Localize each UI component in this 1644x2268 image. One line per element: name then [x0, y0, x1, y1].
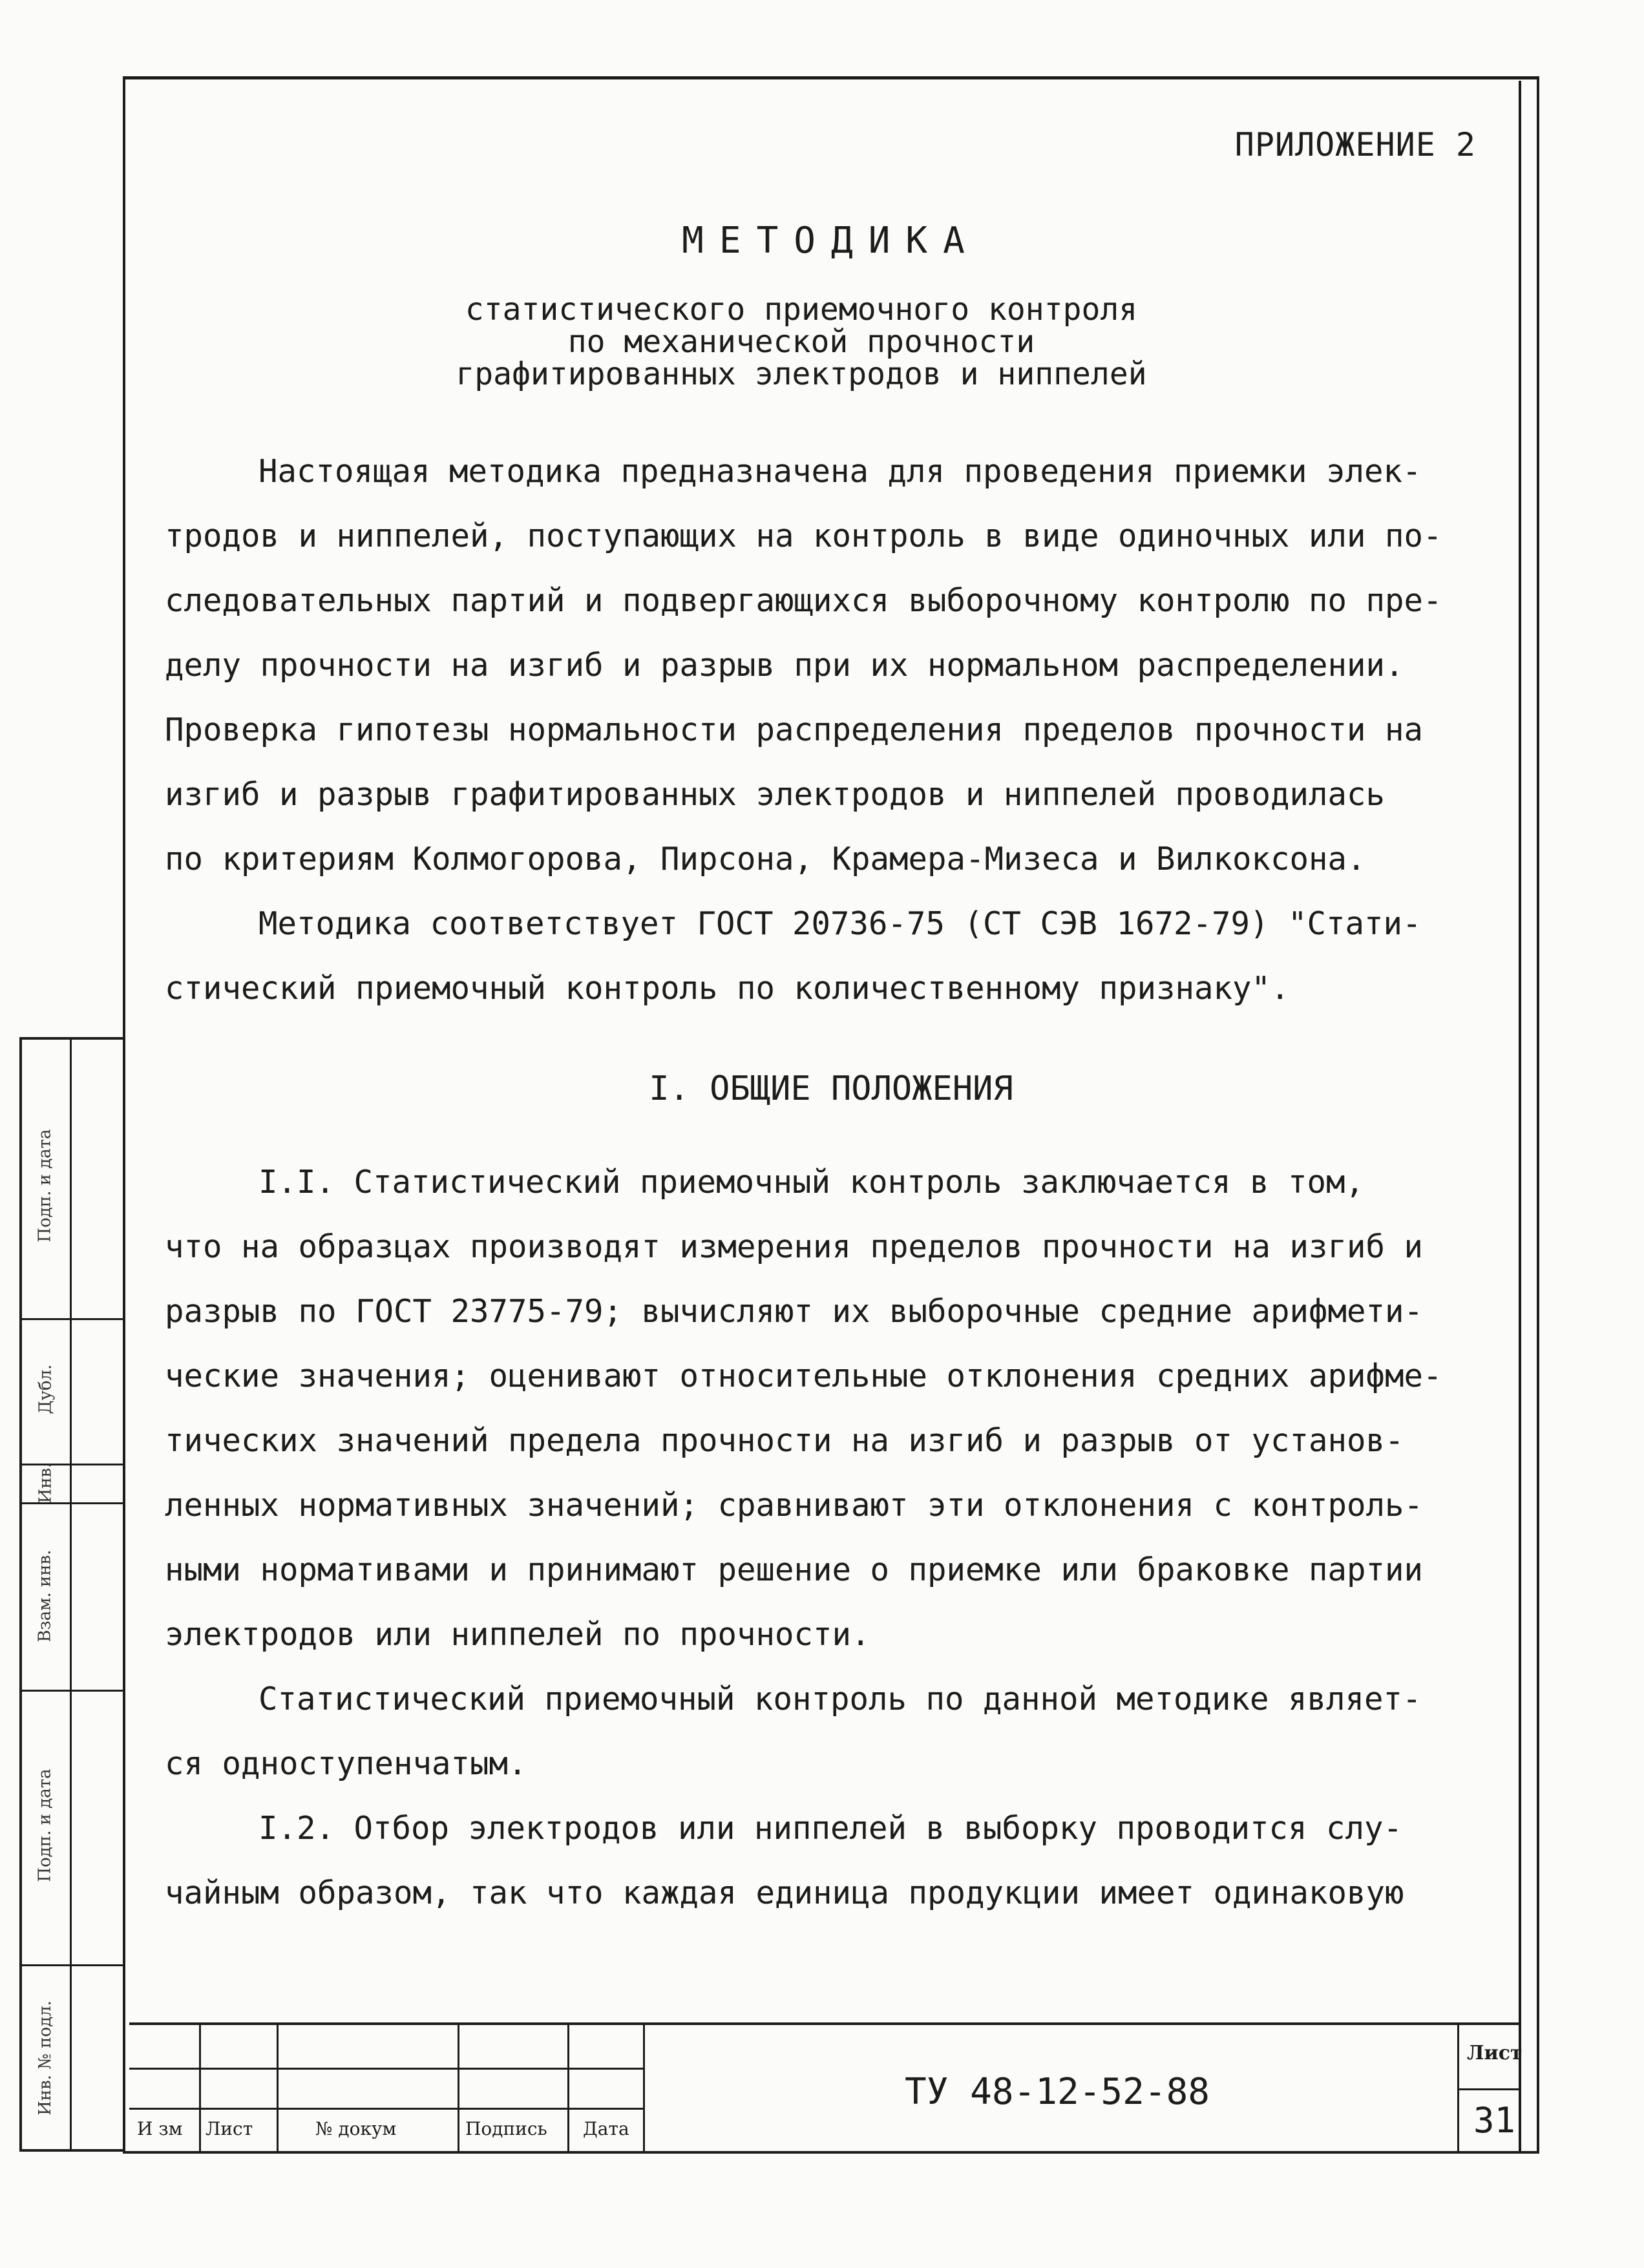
- title-block-col-line: [567, 2025, 569, 2152]
- paragraph-line: ческие значения; оценивают относительные отклонения средних арифме-: [165, 1358, 1442, 1394]
- side-stamp-line: [19, 1464, 123, 1465]
- title-block-row-line: [129, 2108, 643, 2110]
- col-label-change: И зм: [137, 2118, 183, 2139]
- sheet-number: 31: [1473, 2100, 1516, 2141]
- paragraph-line: следовательных партий и подвергающихся выборочному контролю по пре-: [165, 582, 1442, 619]
- title-block-row-line: [129, 2068, 643, 2070]
- title-block-col-line: [458, 2025, 459, 2152]
- side-label-sign-date-2: Подп. и дата: [36, 1769, 55, 1882]
- section-heading: I. ОБЩИЕ ПОЛОЖЕНИЯ: [649, 1069, 1013, 1108]
- col-label-signature: Подпись: [465, 2118, 547, 2139]
- paragraph-line: ленных нормативных значений; сравнивают эти отклонения с контроль-: [165, 1487, 1424, 1524]
- paragraph-line: изгиб и разрыв графитированных электродов и ниппелей проводилась: [165, 776, 1386, 813]
- col-label-date: Дата: [583, 2118, 629, 2139]
- subtitle-line: графитированных электродов и ниппелей: [456, 356, 1147, 392]
- side-stamp-divider: [70, 1037, 72, 2152]
- paragraph-line: делу прочности на изгиб и разрыв при их нормальном распределении.: [165, 647, 1404, 684]
- paragraph-line: разрыв по ГОСТ 23775-79; вычисляют их выборочные средние арифмети-: [165, 1293, 1424, 1330]
- paragraph-line: стический приемочный контроль по количественному признаку".: [165, 970, 1290, 1007]
- title-block-col-line: [277, 2025, 279, 2152]
- paragraph-line: Методика соответствует ГОСТ 20736-75 (СТ СЭВ 1672-79) "Стати-: [258, 905, 1422, 942]
- col-label-sheet: Лист: [206, 2118, 253, 2139]
- sheet-label: Лист: [1467, 2042, 1523, 2064]
- paragraph-line: Проверка гипотезы нормальности распределения пределов прочности на: [165, 711, 1424, 748]
- side-label-inv-original: Инв. № подл.: [36, 2000, 55, 2116]
- paragraph-line: электродов или ниппелей по прочности.: [165, 1616, 870, 1653]
- side-stamp-line: [19, 1318, 123, 1320]
- side-label-duplicate: Дубл.: [36, 1364, 55, 1414]
- paragraph-line: ными нормативами и принимают решение о приемке или браковке партии: [165, 1551, 1424, 1588]
- col-label-doc-number: № докум: [315, 2118, 397, 2139]
- paragraph-line: I.I. Статистический приемочный контроль заключается в том,: [258, 1164, 1365, 1201]
- paragraph-line: ся одноступенчатым.: [165, 1745, 527, 1782]
- paragraph-line: Настоящая методика предназначена для проведения приемки элек-: [258, 453, 1422, 490]
- paragraph-line: тических значений предела прочности на изгиб и разрыв от установ-: [165, 1422, 1404, 1459]
- document-code: ТУ 48-12-52-88: [905, 2071, 1210, 2113]
- side-label-replace-inv: Взам. инв.: [36, 1549, 56, 1643]
- paragraph-line: чайным образом, так что каждая единица продукции имеет одинаковую: [165, 1874, 1404, 1911]
- document-title: МЕТОДИКА: [682, 220, 980, 262]
- subtitle-line: по механической прочности: [567, 324, 1035, 360]
- side-label-inv: Инв.: [36, 1462, 55, 1504]
- subtitle-line: статистического приемочного контроля: [465, 291, 1138, 328]
- paragraph-line: что на образцах производят измерения пределов прочности на изгиб и: [165, 1228, 1424, 1265]
- paragraph-line: I.2. Отбор электродов или ниппелей в выборку проводится слу-: [258, 1810, 1403, 1847]
- paragraph-line: по критериям Колмогорова, Пирсона, Крамера-Мизеса и Вилкоксона.: [165, 841, 1366, 877]
- frame-right-inner-line: [1519, 81, 1521, 2152]
- side-label-sign-date: Подп. и дата: [36, 1129, 55, 1243]
- paragraph-line: тродов и ниппелей, поступающих на контроль в виде одиночных или по-: [165, 518, 1442, 554]
- title-block-col-line: [643, 2025, 645, 2152]
- paragraph-line: Статистический приемочный контроль по данной методике являет-: [258, 1681, 1422, 1717]
- title-block-top-line: [129, 2022, 1519, 2025]
- side-stamp-line: [19, 1964, 123, 1966]
- title-block-col-line: [199, 2025, 201, 2152]
- appendix-label: ПРИЛОЖЕНИЕ 2: [1234, 126, 1476, 163]
- side-stamp-line: [19, 1690, 123, 1692]
- side-stamp-line: [19, 1502, 123, 1504]
- title-block-sheet-row-line: [1457, 2088, 1519, 2090]
